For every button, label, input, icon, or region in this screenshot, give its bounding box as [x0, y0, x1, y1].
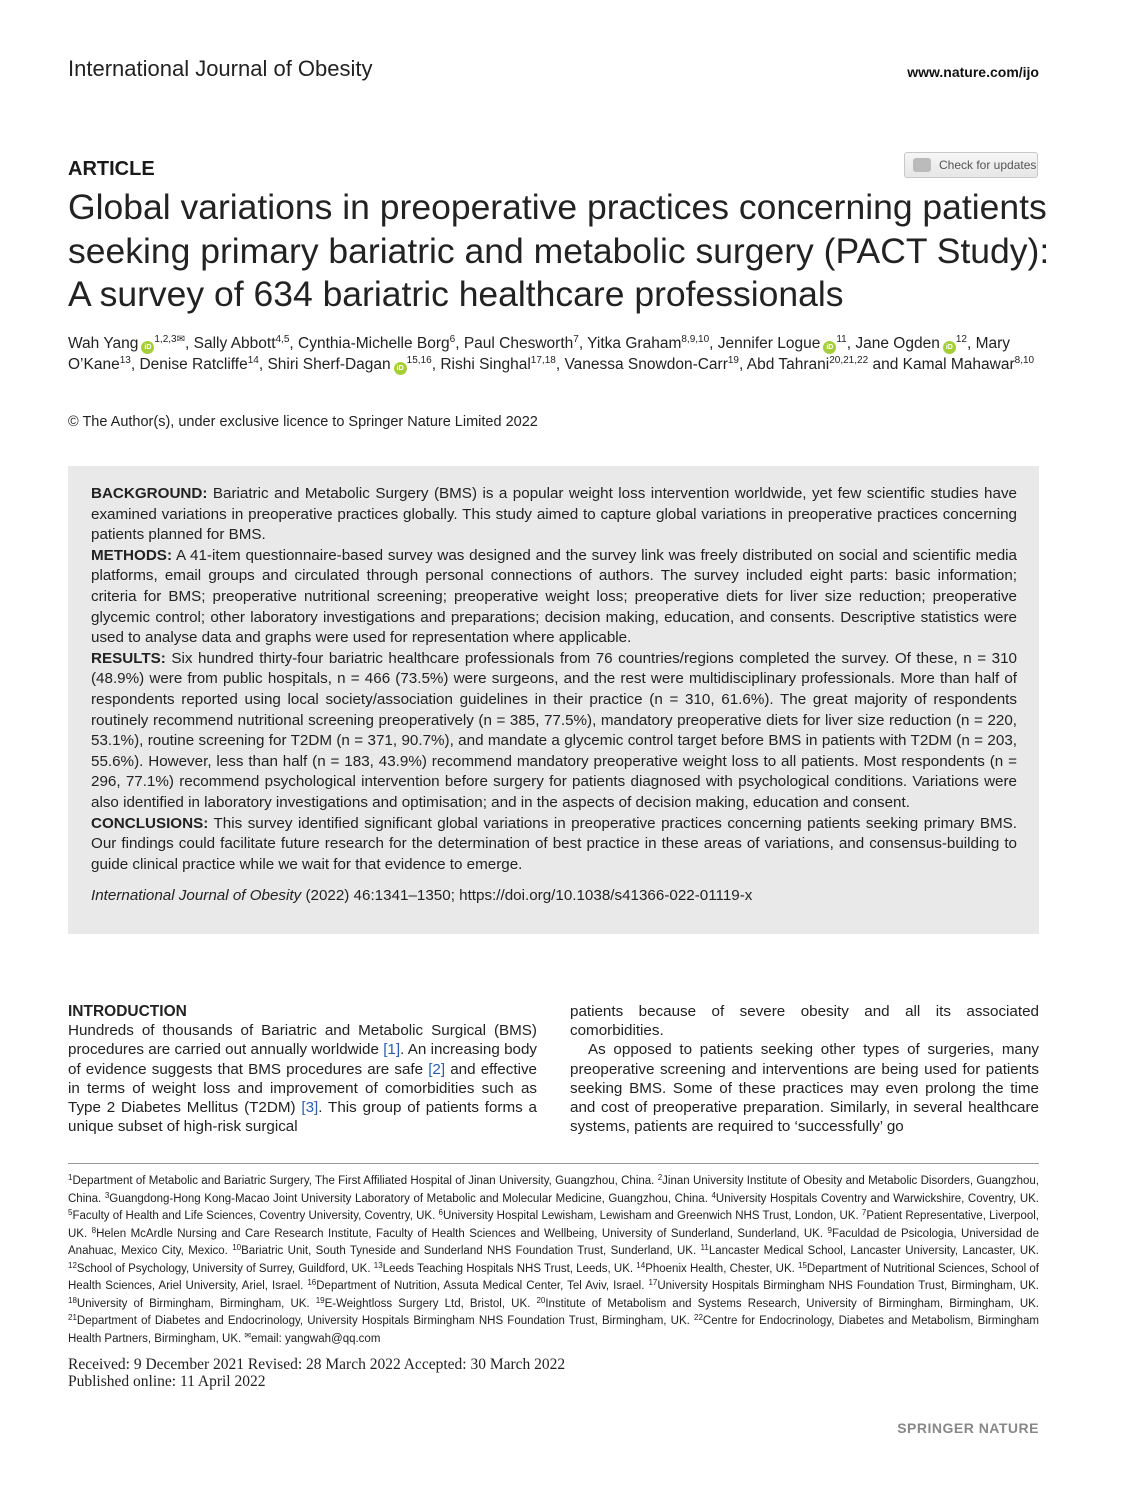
body-column-left [68, 1002, 537, 1136]
journal-name: International Journal of Obesity [68, 56, 373, 81]
affiliation-text: Department of Nutrition, Assuta Medical Center, Tel Aviv, Israel. [316, 1280, 649, 1292]
body-column-right [570, 1002, 1039, 1136]
affiliation-number: 20 [536, 1295, 546, 1305]
affiliation-text: University Hospitals Birmingham NHS Foundation Trust, Birmingham, UK. [657, 1280, 1039, 1292]
results-text: Six hundred thirty-four bariatric healthcare professionals from 76 countries/regions completed the survey. Of these, n = 310 (48.9%) were from public hospitals, n = 466 (73.5%) were surgeons, and the rest were multidisciplinary professionals. More than half of respondents reported using local society/association guidelines in their practice (n = 310, 61.6%). The great majority of respondents routinely recommend nutritional screening preoperatively (n = 385, 77.5%), mandatory preoperative diets for liver size reduction (n = 220, 53.1%), routine screening for T2DM (n = 371, 90.7%), and mandate a glycemic control target before BMS in patients with T2DM (n = 203, 55.6%). However, less than half (n = 183, 43.9%) recommend mandatory preoperative weight loss to all patients. Most respondents (n = 296, 77.1%) recommend psychological intervention before surgery for patients diagnosed with psychological conditions. Variations were also identified in laboratory investigations and optimisation; and in the aspects of decision making, education and consent. [91, 649, 1017, 811]
background-label: BACKGROUND: [91, 485, 208, 502]
affiliation-text: Lancaster Medical School, Lancaster University, Lancaster, UK. [708, 1245, 1040, 1257]
affiliation-text: University Hospitals Coventry and Warwickshire, Coventry, UK. [715, 1192, 1039, 1205]
affiliation-number: 16 [307, 1278, 317, 1287]
methods-text: A 41-item questionnaire-based survey was designed and the survey link was freely distributed on social and scientific media platforms, email groups and circulated through personal connections of authors. The survey included eight parts: basic information; criteria for BMS; preoperative nutritional screening; preoperative weight loss; preoperative diets for liver size reduction; preoperative glycemic control; other laboratory investigations and preparations; decision making, education, and consents. Descriptive statistics were used to analyse data and graphs were used for representation where applicable. [91, 546, 1017, 647]
author-name[interactable]: Kamal Mahawar [902, 356, 1015, 373]
abstract-conclusions [91, 814, 1017, 876]
author-affiliation-sup: 14 [247, 355, 259, 366]
affiliation-number: 8 [91, 1225, 97, 1235]
affiliation-text: Institute of Metabolism and Systems Research, University of Birmingham, Birmingham, UK. [545, 1297, 1040, 1310]
affiliation-number: 18 [68, 1295, 77, 1305]
author-affiliation-sup: 11 [836, 334, 847, 345]
affiliation-text: Bariatric Unit, South Tyneside and Sunderland NHS Foundation Trust, Sunderland, UK. [241, 1245, 701, 1257]
check-for-updates-label: Check for updates [939, 158, 1037, 172]
author-affiliation-sup: 17,18 [530, 355, 556, 366]
affiliation-number: 19 [315, 1295, 325, 1305]
author-name[interactable]: Jane Ogden [855, 335, 940, 352]
article-title: Global variations in preoperative practices concerning patients seeking primary bariatric and metabolic surgery (PACT Study): A survey of 634 bariatric healthcare professionals [68, 187, 1050, 314]
results-label: RESULTS: [91, 649, 166, 667]
author-name[interactable]: Sally Abbott [193, 335, 276, 352]
author-affiliation-sup: 19 [727, 355, 739, 366]
conclusions-text: This survey identified significant global variations in preoperative practices concerning patients seeking primary BMS. Our findings could facilitate future research for the determination of best practice in these areas of variations, and consensus-building to guide clinical practice while we wait for that evidence to emerge. [91, 814, 1017, 873]
affiliation-text: Faculty of Health and Life Sciences, Coventry University, Coventry, UK. [72, 1210, 439, 1222]
email-icon[interactable]: ✉ [176, 334, 186, 345]
author-affiliation-sup: 15,16 [406, 355, 432, 366]
intro-text: Hundreds of thousands of Bariatric and Metabolic Surgical (BMS) procedures are carried out annually worldwide [68, 1022, 537, 1059]
conclusions-label: CONCLUSIONS: [91, 814, 209, 832]
affiliation-number: 22 [694, 1313, 703, 1322]
affiliation-number: 3 [104, 1190, 110, 1200]
author-name[interactable]: Cynthia-Michelle Borg [298, 335, 450, 352]
published-online: Published online: 11 April 2022 [68, 1373, 266, 1390]
reference-link[interactable]: [2] [428, 1060, 446, 1078]
author-affiliation-sup: 8,9,10 [681, 334, 710, 345]
affiliation-text: School of Psychology, University of Surrey, Guildford, UK. [76, 1262, 374, 1275]
intro-text: . This group of patients forms a unique subset of high-risk surgical [68, 1099, 537, 1136]
author-name[interactable]: Mary O’Kane [68, 335, 1011, 373]
affiliation-text: University Hospital Lewisham, Lewisham and Greenwich NHS Trust, London, UK. [442, 1210, 862, 1222]
body-paragraph-continued: patients because of severe obesity and all its associated comorbidities. [570, 1003, 1039, 1040]
abstract-background [91, 484, 1017, 546]
affiliation-number: 14 [636, 1260, 646, 1270]
update-badge-icon [913, 158, 931, 172]
publisher-logo: SPRINGER NATURE [897, 1420, 1039, 1436]
affiliation-text: Jinan University Institute of Obesity and Metabolic Disorders, Guangzhou, China. [68, 1175, 1040, 1205]
intro-text: . An increasing body of evidence suggests that BMS procedures are safe [68, 1041, 537, 1078]
affiliation-text: Phoenix Health, Chester, UK. [645, 1262, 799, 1275]
author-affiliation-sup: 12 [955, 334, 967, 345]
author-name[interactable]: Paul Chesworth [463, 335, 574, 352]
affiliation-number: 2 [657, 1173, 663, 1182]
author-name[interactable]: Shiri Sherf-Dagan [267, 356, 391, 373]
author-affiliation-sup: 7 [573, 334, 579, 345]
author-affiliation-sup: 6 [449, 334, 456, 345]
orcid-icon[interactable]: iD [823, 341, 836, 354]
affiliation-text: Faculdad de Psicologia, Universidad de Anahuac, Mexico City, Mexico. [68, 1227, 1039, 1257]
author-affiliation-sup: 4,5 [275, 334, 290, 345]
article-citation [91, 886, 1017, 907]
affiliations-list [68, 1173, 1039, 1348]
footnote-divider [68, 1163, 1039, 1164]
affiliation-text: University of Birmingham, Birmingham, UK. [76, 1297, 316, 1310]
author-name[interactable]: Rishi Singhal [440, 356, 531, 373]
received-revised-accepted: Received: 9 December 2021 Revised: 28 March 2022 Accepted: 30 March 2022 [68, 1356, 566, 1373]
affiliation-text: Leeds Teaching Hospitals NHS Trust, Leeds, UK. [382, 1262, 637, 1275]
author-affiliation-sup: 20,21,22 [829, 355, 869, 366]
orcid-icon[interactable]: iD [394, 362, 407, 375]
affiliation-text: Patient Representative, Liverpool, UK. [68, 1210, 1039, 1240]
affiliation-text: Guangdong-Hong Kong-Macao Joint University Laboratory of Metabolic and Molecular Medicine, Guangzhou, China. [109, 1192, 712, 1205]
affiliation-number: 21 [68, 1313, 77, 1322]
author-name[interactable]: Jennifer Logue [717, 335, 821, 352]
author-affiliation-sup: 8,10 [1014, 355, 1035, 366]
affiliation-number: 11 [700, 1243, 709, 1252]
introduction-paragraph [68, 1021, 537, 1136]
affiliation-text: Department of Metabolic and Bariatric Surgery, The First Affiliated Hospital of Jinan University, Guangzhou, China. [72, 1175, 658, 1187]
author-affiliation-sup: 13 [119, 355, 131, 366]
affiliation-number: 10 [232, 1243, 242, 1252]
affiliation-text: Department of Diabetes and Endocrinology, University Hospitals Birmingham NHS Foundation Trust, Birmingham, UK. [76, 1315, 694, 1327]
introduction-heading: INTRODUCTION [68, 1003, 187, 1020]
copyright-notice: © The Author(s), under exclusive licence to Springer Nature Limited 2022 [68, 414, 538, 430]
affiliation-text[interactable]: email: yangwah@qq.com [251, 1332, 381, 1345]
affiliation-number: 17 [648, 1278, 658, 1287]
affiliation-text: Helen McArdle Nursing and Care Research Institute, Faculty of Health Sciences and Wellbeing, University of Sunderland, Sunderland, UK. [96, 1227, 828, 1240]
affiliation-number: 7 [861, 1208, 867, 1217]
affiliation-number: 15 [798, 1260, 807, 1270]
affiliation-text: Centre for Endocrinology, Diabetes and Metabolism, Birmingham Health Partners, Birmingham, UK. [68, 1315, 1039, 1345]
abstract-results [91, 649, 1017, 814]
author-list: Wah Yang $iD^{1,2,3✉}$, Sally Abbott$^{4,5}$, Cynthia-Michelle Borg$^6$, Paul Chesworth$^7$, Yitka Graham$^{8,9,10}$, Jennifer Logue $iD^{11}$, Jane Ogden $iD^{12}$, Mary O’Kane$^{13}$, Denise Ratcliffe$^{14}$, Shiri Sherf-Dagan iD$^{15,16}$, Rishi Singhal$^{17,18}$, Vanessa Snowdon-Carr$^{19}$, Abd Tahrani$^{20,21,22}$ and Kamal Mahawar$^{8,10}$ [68, 334, 1035, 373]
orcid-icon[interactable]: iD [943, 341, 956, 354]
abstract-box [68, 466, 1039, 934]
publication-dates [68, 1356, 565, 1390]
author-name[interactable]: Wah Yang [68, 335, 139, 352]
article-type: ARTICLE [68, 158, 155, 180]
affiliation-text: Department of Nutritional Sciences, School of Health Sciences, Ariel University, Ariel, Israel. [68, 1262, 1039, 1292]
citation-details[interactable]: (2022) 46:1341–1350; https://doi.org/10.1038/s41366-022-01119-x [301, 887, 753, 905]
citation-journal: International Journal of Obesity [91, 887, 302, 905]
check-for-updates-button[interactable] [904, 152, 1038, 178]
background-text: Bariatric and Metabolic Surgery (BMS) is a popular weight loss intervention worldwide, yet few scientific studies have examined variations in preoperative practices globally. This study aimed to capture global variations in preoperative practices concerning patients planned for BMS. [91, 485, 1017, 544]
journal-website-link[interactable]: www.nature.com/ijo [907, 64, 1039, 80]
affiliation-number: 4 [711, 1190, 716, 1200]
affiliation-number: ✉ [244, 1330, 252, 1340]
affiliation-number: 9 [827, 1225, 832, 1235]
intro-text: and effective in terms of weight loss and improvement of comorbidities such as Type 2 Diabetes Mellitus (T2DM) [68, 1060, 537, 1117]
body-paragraph-2: As opposed to patients seeking other types of surgeries, many preoperative screening and interventions are being used for patients seeking BMS. Some of these practices may even prolong the time and cost of preoperative preparation. Similarly, in several healthcare systems, patients are required to ‘successfully’ go [570, 1041, 1039, 1136]
orcid-icon[interactable]: iD [141, 341, 154, 354]
affiliation-number: 6 [438, 1208, 443, 1217]
abstract-methods [91, 546, 1017, 649]
affiliation-text: E-Weightloss Surgery Ltd, Bristol, UK. [324, 1297, 537, 1310]
affiliation-number: 12 [68, 1260, 77, 1270]
reference-link[interactable]: [3] [301, 1099, 319, 1117]
affiliation-number: 5 [68, 1208, 73, 1217]
affiliation-number: 13 [373, 1260, 383, 1270]
author-name[interactable]: Vanessa Snowdon-Carr [564, 356, 728, 373]
author-affiliation-sup: 1,2,3 [154, 334, 177, 345]
author-name[interactable]: Yitka Graham [587, 335, 682, 352]
methods-label: METHODS: [91, 546, 172, 564]
affiliation-number: 1 [68, 1173, 73, 1182]
author-name[interactable]: Abd Tahrani [746, 356, 830, 373]
reference-link[interactable]: [1] [383, 1041, 401, 1059]
author-name[interactable]: Denise Ratcliffe [139, 356, 248, 373]
